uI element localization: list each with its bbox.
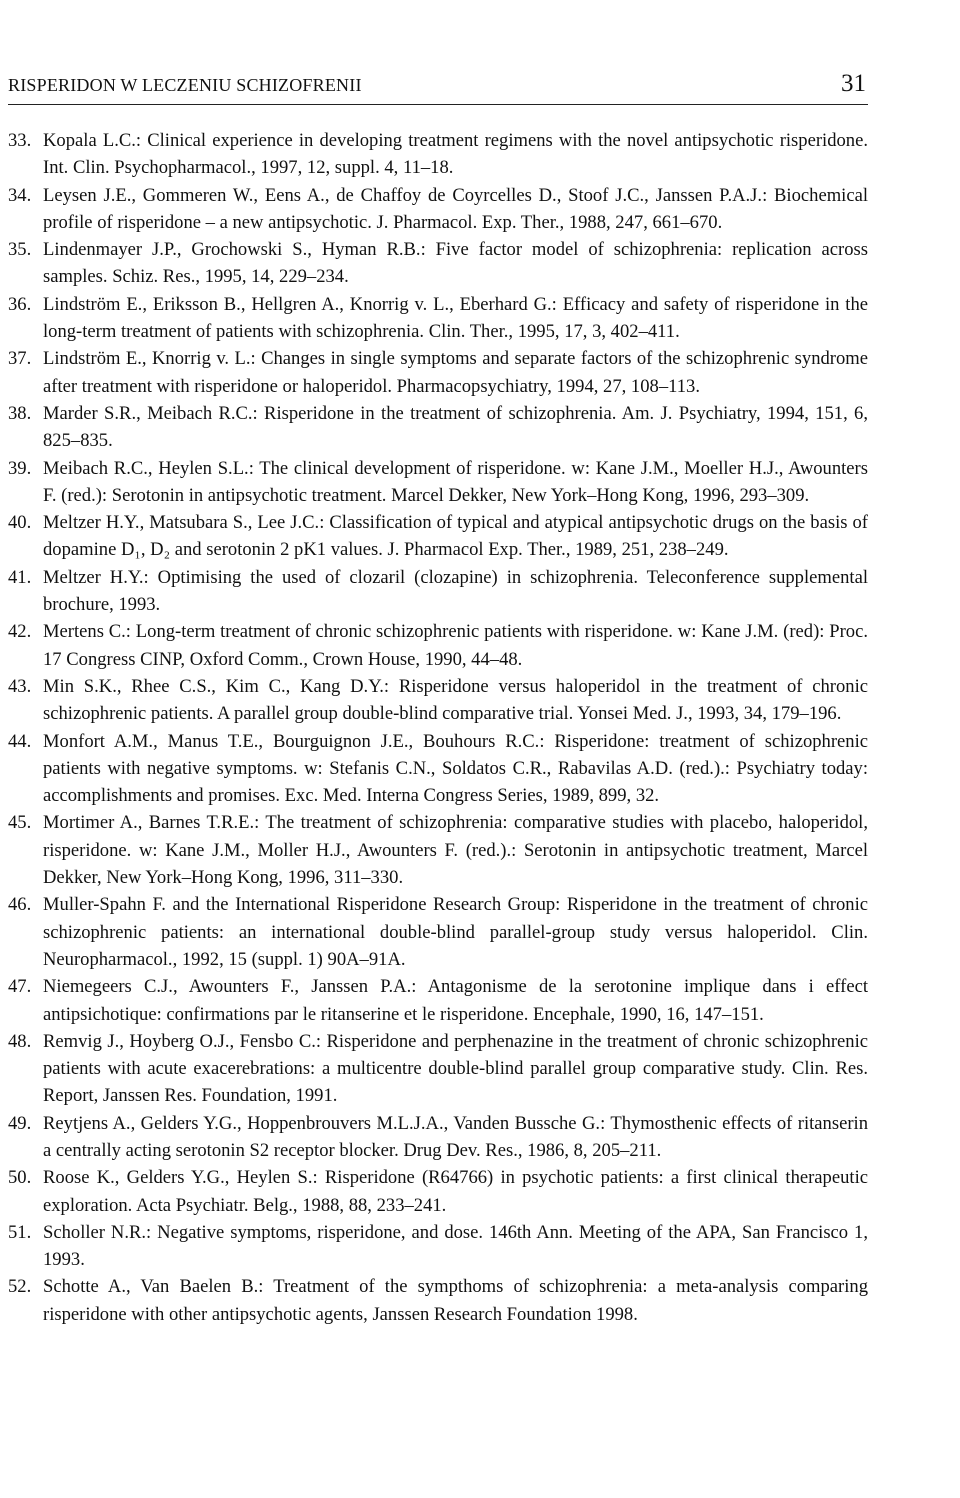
reference-text: Niemegeers C.J., Awounters F., Janssen P.A.: Antagonisme de la serotonine implique dans i effect antipsichotique: confirmations par le ritanserine et le risperidone. Encephale, 1990, 16, 147–151. [43,976,868,1025]
reference-text: Schotte A., Van Baelen B.: Treatment of the sympthoms of schizophrenia: a meta-analysis comparing risperidone with other antipsychotic agents, Janssen Research Foundation 1998. [43,1276,868,1325]
reference-item [8,618,868,673]
reference-item [8,1164,868,1219]
reference-item [8,455,868,510]
reference-list [8,127,868,1328]
reference-item [8,1028,868,1110]
reference-item [8,728,868,810]
reference-number: 37. [8,348,32,370]
reference-number: 36. [8,293,32,315]
reference-number: 52. [8,1276,32,1298]
reference-text: Lindström E., Knorrig v. L.: Changes in single symptoms and separate factors of the schizophrenic syndrome after treatment with risperidone or haloperidol. Pharmacopsychiatry, 1994, 27, 108–113. [43,348,868,397]
reference-number: 38. [8,402,32,424]
reference-text: Kopala L.C.: Clinical experience in developing treatment regimens with the novel antipsychotic risperidone. Int. Clin. Psychopharmacol., 1997, 12, suppl. 4, 11–18. [43,130,868,179]
reference-number: 43. [8,675,32,697]
reference-text: Lindenmayer J.P., Grochowski S., Hyman R.B.: Five factor model of schizophrenia: replication across samples. Schiz. Res., 1995, 14, 229–234. [43,239,868,288]
reference-item [8,400,868,455]
reference-number: 47. [8,976,32,998]
reference-number: 35. [8,239,32,261]
reference-item [8,809,868,891]
reference-text: Reytjens A., Gelders Y.G., Hoppenbrouvers M.L.J.A., Vanden Bussche G.: Thymosthenic effects of ritanserin a centrally acting serotonin S2 receptor blocker. Drug Dev. Res., 1986, 8, 205–211. [43,1112,868,1161]
reference-text: Meibach R.C., Heylen S.L.: The clinical development of risperidone. w: Kane J.M., Moeller H.J., Awounters F. (red.): Serotonin in antipsychotic treatment. Marcel Dekker, New York–Hong Kong, 1996, 293–309. [43,457,868,506]
reference-item [8,236,868,291]
reference-number: 40. [8,512,32,534]
reference-text: Roose K., Gelders Y.G., Heylen S.: Risperidone (R64766) in psychotic patients: a first clinical therapeutic exploration. Acta Psychiatr. Belg., 1988, 88, 233–241. [43,1167,868,1216]
reference-item [8,973,868,1028]
reference-text: Meltzer H.Y., Matsubara S., Lee J.C.: Classification of typical and atypical antipsychotic drugs on the basis of dopamine D₁, D₂ and serotonin 2 pK1 values. J. Pharmacol Exp. Ther., 1989, 251, 238–249. [43,512,868,561]
reference-text: Marder S.R., Meibach R.C.: Risperidone in the treatment of schizophrenia. Am. J. Psychiatry, 1994, 151, 6, 825–835. [43,402,868,452]
reference-item [8,291,868,346]
reference-text: Min S.K., Rhee C.S., Kim C., Kang D.Y.: Risperidone versus haloperidol in the treatment of chronic schizophrenic patients. A parallel group double-blind comparative trial. Yonsei Med. J., 1993, 34, 179–196. [43,675,868,725]
reference-text: Leysen J.E., Gommeren W., Eens A., de Chaffoy de Coyrcelles D., Stoof J.C., Janssen P.A.J.: Biochemical profile of risperidone – a new antipsychotic. J. Pharmacol. Exp. Ther., 1988, 247, 661–670. [43,184,868,233]
reference-item [8,127,868,182]
reference-item [8,182,868,237]
reference-number: 39. [8,457,32,479]
reference-text: Meltzer H.Y.: Optimising the used of clozaril (clozapine) in schizophrenia. Teleconference supplemental brochure, 1993. [43,566,868,616]
reference-item [8,673,868,728]
reference-text: Monfort A.M., Manus T.E., Bourguignon J.E., Bouhours R.C.: Risperidone: treatment of schizophrenic patients with negative symptoms. w: Stefanis C.N., Soldatos C.R., Rabavilas A.D. (red.).: Psychiatry today: accomplishments and promises. Exc. Med. Interna Congress Series, 1989, 899, 32. [43,730,868,807]
reference-text: Muller-Spahn F. and the International Risperidone Research Group: Risperidone in the treatment of chronic schizophrenic patients: an international double-blind parallel-group study versus haloperidol. Clin. Neuropharmacol., 1992, 15 (suppl. 1) 90A–91A. [43,894,868,970]
reference-number: 50. [8,1167,32,1189]
reference-item [8,1110,868,1165]
running-header [8,64,868,105]
reference-number: 46. [8,894,32,916]
reference-number: 41. [8,566,32,588]
reference-number: 44. [8,730,32,752]
running-title: RISPERIDON W LECZENIU SCHIZOFRENII [8,75,362,95]
reference-item [8,1273,868,1328]
reference-text: Mortimer A., Barnes T.R.E.: The treatment of schizophrenia: comparative studies with placebo, haloperidol, risperidone. w: Kane J.M., Moller H.J., Awounters F. (red.).: Serotonin in antipsychotic treatment, Marcel Dekker, New York–Hong Kong, 1996, 311–330. [43,812,868,889]
reference-number: 49. [8,1112,32,1134]
reference-item [8,345,868,400]
reference-text: Scholler N.R.: Negative symptoms, risperidone, and dose. 146th Ann. Meeting of the APA, San Francisco 1, 1993. [43,1221,868,1271]
reference-item [8,564,868,619]
reference-item [8,509,868,564]
reference-text: Remvig J., Hoyberg O.J., Fensbo C.: Risperidone and perphenazine in the treatment of chronic schizophrenic patients with acute exacerebrations: a multicentre double-blind parallel group comparative study. Clin. Res. Report, Janssen Res. Foundation, 1991. [43,1030,868,1107]
reference-number: 34. [8,184,32,206]
reference-number: 51. [8,1221,32,1243]
reference-number: 45. [8,812,32,834]
reference-text: Mertens C.: Long-term treatment of chronic schizophrenic patients with risperidone. w: Kane J.M. (red): Proc. 17 Congress CINP, Oxford Comm., Crown House, 1990, 44–48. [43,621,868,670]
reference-text: Lindström E., Eriksson B., Hellgren A., Knorrig v. L., Eberhard G.: Efficacy and safety of risperidone in the long-term treatment of patients with schizophrenia. Clin. Ther., 1995, 17, 3, 402–411. [43,293,868,343]
reference-item [8,1219,868,1274]
reference-number: 42. [8,621,32,643]
reference-number: 33. [8,130,32,151]
page-number: 31 [841,70,866,97]
reference-number: 48. [8,1030,32,1052]
reference-item [8,891,868,973]
